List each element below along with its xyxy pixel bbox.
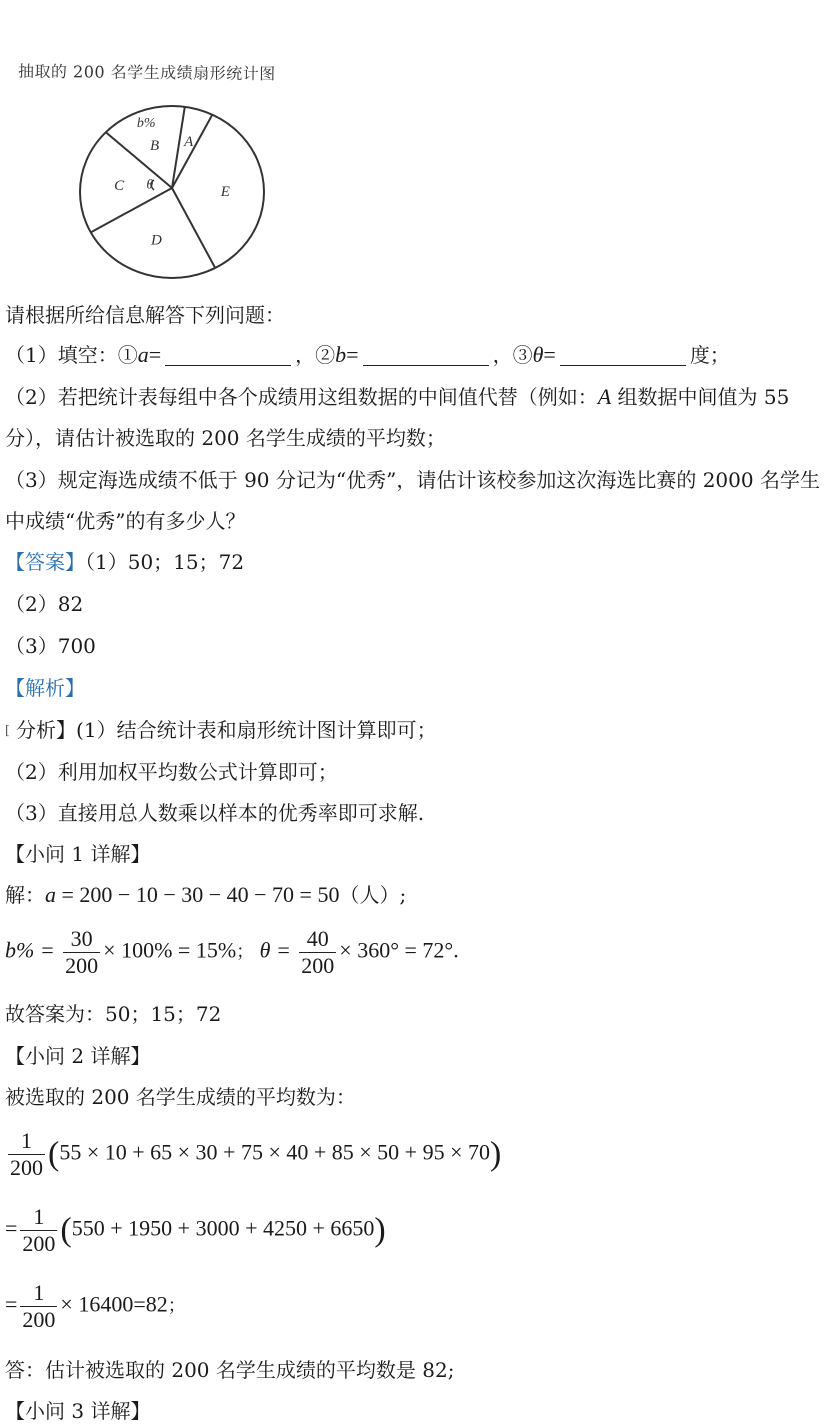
- pie-outline: [80, 106, 264, 278]
- fraction-30-200: [63, 926, 100, 979]
- q2-var: A: [597, 384, 612, 409]
- chart-title: 抽取的 200 名学生成绩扇形统计图: [17, 61, 276, 84]
- frac-den: 200: [65, 953, 99, 978]
- paren-open: (: [60, 1211, 72, 1249]
- q2-text-end: 组数据中间值为 55: [611, 385, 790, 409]
- frac-num: 1: [33, 1204, 45, 1229]
- sol1-line: [5, 881, 406, 909]
- bracket-mark: [: [5, 723, 10, 737]
- b-percent-lhs: b% =: [5, 937, 55, 963]
- calc-line-2: [5, 1204, 386, 1257]
- pie-chart: [70, 98, 280, 288]
- fraction-1-200: [20, 1280, 57, 1333]
- question-2-line-2: 分），请估计被选取的 200 名学生成绩的平均数；: [5, 426, 446, 450]
- frac-den: 200: [22, 1231, 56, 1256]
- fenxi-line-3: （3）直接用总人数乘以样本的优秀率即可求解.: [5, 801, 425, 825]
- question-3-line-1: （3）规定海选成绩不低于 90 分记为“优秀”，请估计该校参加这次海选比赛的 2000 名学生: [5, 468, 820, 492]
- answer-2: （2）82: [5, 592, 84, 616]
- q1-a-var: a: [137, 342, 149, 367]
- q1-eq-3: =: [543, 342, 556, 367]
- sol1-fraction-line: [5, 926, 459, 979]
- pie-boundary-D: [172, 188, 215, 268]
- question-2-line-1: [5, 383, 789, 411]
- calc3-body: × 16400=82: [60, 1291, 168, 1317]
- theta-lhs: θ =: [259, 937, 291, 963]
- calc2-body: 550 + 1950 + 3000 + 4250 + 6650: [71, 1215, 375, 1241]
- pie-label-D: D: [150, 232, 162, 249]
- pie-label-E: E: [220, 184, 230, 201]
- q1-prefix: （1）填空：①: [5, 343, 138, 367]
- q1-comma-2: ，: [492, 343, 513, 367]
- frac-num: 1: [33, 1280, 45, 1305]
- answer-tag: 【答案】: [5, 550, 85, 574]
- q1-eq-1: =: [148, 342, 162, 367]
- sol1-prefix: 解：: [5, 883, 45, 907]
- pie-label-B: B: [150, 137, 160, 154]
- b-percent-rest: × 100% = 15%: [103, 937, 237, 963]
- sol1-unit: （人）;: [339, 883, 407, 907]
- calc3-end: ；: [167, 1295, 186, 1316]
- q1-suffix: 度；: [689, 343, 730, 367]
- q1-blank-b[interactable]: [363, 343, 489, 366]
- fenxi-text: 分析】(1）结合统计表和扇形统计图计算即可；: [16, 718, 437, 742]
- q1-circ2: ②: [315, 343, 336, 367]
- calc1-body: 55 × 10 + 65 × 30 + 75 × 40 + 85 × 50 + 95 × 70: [59, 1139, 490, 1165]
- calc-line-3: [5, 1280, 186, 1333]
- q1-theta-var: θ: [532, 342, 544, 367]
- sol1-expr: = 200 − 10 − 30 − 40 − 70 = 50: [56, 882, 340, 907]
- calc2-eq: =: [5, 1215, 18, 1241]
- frac-den: 200: [10, 1155, 43, 1180]
- frac-num: 40: [306, 926, 329, 951]
- paren-open: (: [48, 1135, 60, 1173]
- frac-den: 200: [22, 1307, 56, 1332]
- pie-label-A: A: [184, 134, 194, 151]
- question-3-line-2: 中成绩“优秀”的有多少人？: [5, 509, 246, 533]
- pie-label-C: C: [114, 178, 125, 195]
- analysis-tag: 【解析】: [5, 676, 85, 700]
- pie-annotation-C: θ: [146, 177, 154, 193]
- frac-num: 30: [70, 926, 93, 951]
- so-answer: 故答案为：50；15；72: [5, 1002, 222, 1026]
- fraction-1-200: [20, 1204, 57, 1257]
- sub1-title: 【小问 1 详解】: [5, 842, 151, 866]
- fenxi-line-2: （2）利用加权平均数公式计算即可；: [5, 760, 338, 784]
- q1-eq-2: =: [346, 342, 359, 367]
- answer-3: （3）700: [5, 634, 96, 658]
- paren-close: ): [490, 1135, 502, 1173]
- q1-b-var: b: [335, 342, 347, 367]
- pie-boundary-C: [91, 188, 172, 232]
- fraction-1-200: [8, 1128, 45, 1181]
- sol2-end: .: [453, 937, 459, 963]
- sub3-title: 【小问 3 详解】: [5, 1399, 151, 1423]
- calc-line-1: [5, 1128, 501, 1181]
- q1-blank-a[interactable]: [165, 343, 291, 366]
- q1-circ3: ③: [512, 343, 533, 367]
- question-prompt: 请根据所给信息解答下列问题：: [5, 303, 285, 327]
- q1-comma-1: ，: [295, 343, 316, 367]
- answer-line-1: [5, 548, 244, 576]
- sub2-intro: 被选取的 200 名学生成绩的平均数为：: [5, 1085, 356, 1109]
- conclusion: 答：估计被选取的 200 名学生成绩的平均数是 82;: [5, 1358, 455, 1382]
- q2-text: （2）若把统计表每组中各个成绩用这组数据的中间值代替（例如：: [5, 385, 598, 409]
- calc3-eq: =: [5, 1291, 18, 1317]
- fenxi-line-1: [5, 716, 437, 744]
- sol2-sep: ；: [236, 941, 255, 962]
- fraction-40-200: [299, 926, 336, 979]
- answer-1: （1）50；15；72: [85, 550, 245, 574]
- sub2-title: 【小问 2 详解】: [5, 1044, 151, 1068]
- frac-num: 1: [21, 1128, 32, 1153]
- question-1: [5, 341, 730, 369]
- frac-den: 200: [301, 953, 335, 978]
- pie-annotation-B: b%: [136, 116, 156, 132]
- paren-close: ): [374, 1211, 386, 1249]
- theta-rest: × 360° = 72°: [339, 937, 454, 963]
- sol1-a: a: [45, 882, 56, 907]
- q1-blank-theta[interactable]: [560, 343, 686, 366]
